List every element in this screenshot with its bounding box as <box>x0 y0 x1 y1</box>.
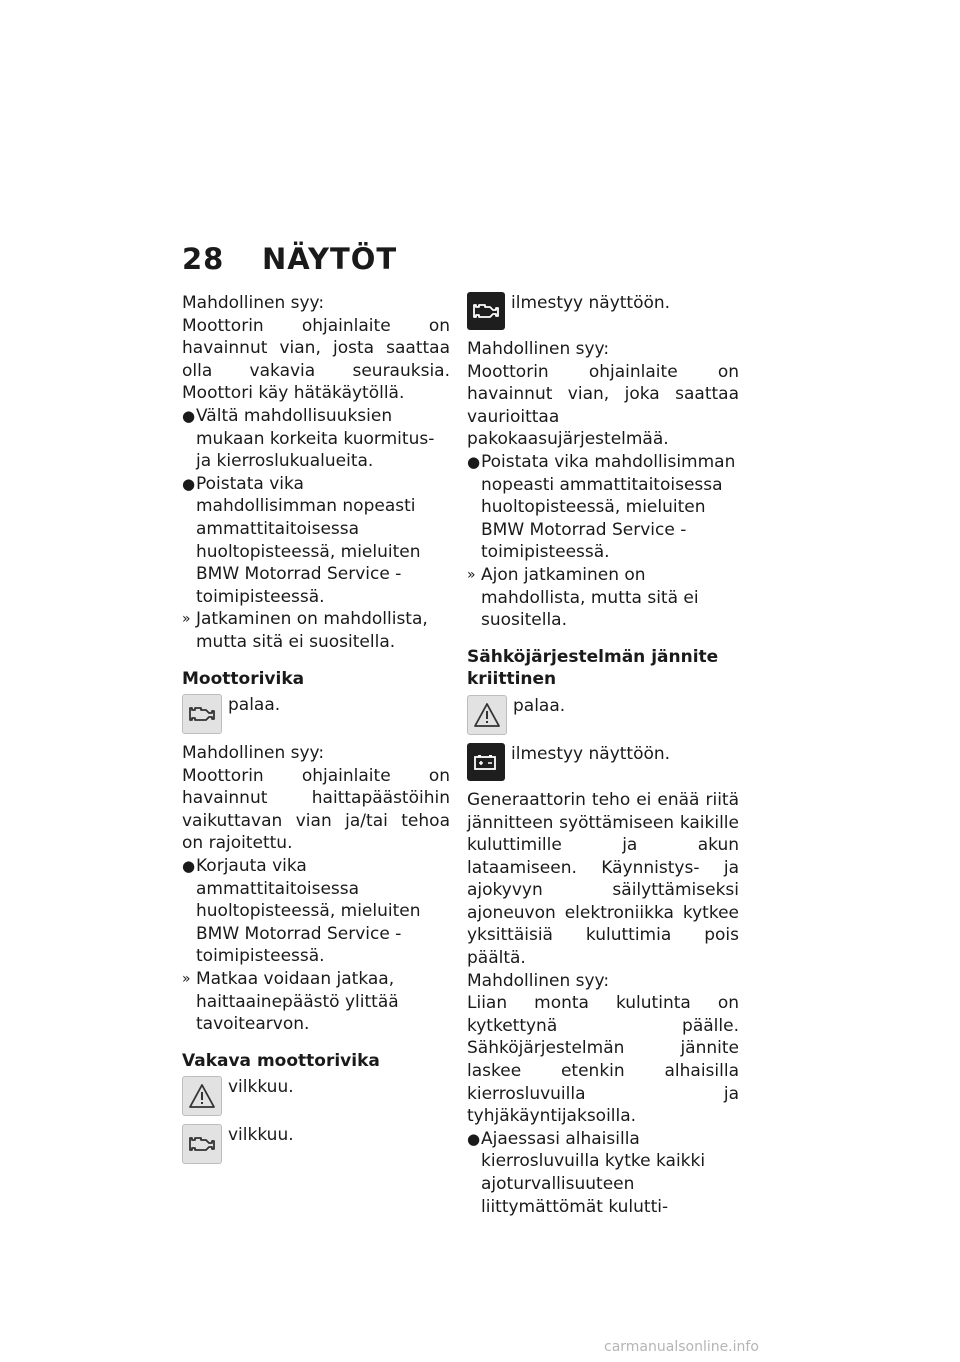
indicator-label: palaa. <box>228 695 281 716</box>
bullet-item <box>467 451 739 564</box>
section-heading-severe-engine-fault: Vakava moottorivika <box>182 1050 380 1071</box>
cause-label: Mahdollinen syy: <box>467 339 610 359</box>
cause-text: Moottorin ohjainlaite on havainnut vian, josta saattaa olla vakavia seurauksia. Moottori käy hätäkäytöllä. <box>182 315 450 404</box>
warning-indicator-row <box>182 1076 450 1116</box>
section-heading-voltage: Sähköjärjestelmän jännite kriittinen <box>467 646 719 690</box>
result-item <box>182 968 450 1036</box>
bullet-item <box>182 405 450 473</box>
bullet-text: Korjauta vika ammattitaitoisessa huoltopisteessä, mieluiten BMW Motorrad Service -toimipisteessä. <box>196 856 421 967</box>
bullet-item <box>182 855 450 968</box>
engine-indicator-row <box>182 694 450 734</box>
warning-triangle-icon <box>182 1076 222 1116</box>
cause-label: Mahdollinen syy: <box>467 970 610 991</box>
bullet-item <box>467 1128 739 1218</box>
engine-indicator-row <box>182 1124 450 1164</box>
cause-label: Mahdollinen syy: <box>182 743 325 764</box>
body-text: Generaattorin teho ei enää riitä jännitteen syöttämiseen kaikille kuluttimille ja akun lataamiseen. Käynnistys- ja ajokyvyn säilyttämiseksi ajoneuvon elektroniikka kytkee yksittäisiä kuluttimia pois päältä. <box>467 789 739 969</box>
bullet-text: Poistata vika mahdollisimman nopeasti ammattitaitoisessa huoltopisteessä, mieluiten BMW Motorrad Service -toimipisteessä. <box>196 473 421 607</box>
battery-icon <box>467 743 505 781</box>
indicator-label: ilmestyy näyttöön. <box>511 743 671 764</box>
bullet-item <box>182 473 450 609</box>
result-text: Matkaa voidaan jatkaa, haittaainepäästö ylittää tavoitearvon. <box>196 969 399 1035</box>
indicator-label: palaa. <box>513 695 566 716</box>
cause-text: Moottorin ohjainlaite on havainnut haittapäästöihin vaikuttavan vian ja/tai tehoa on rajoitettu. <box>182 765 450 854</box>
engine-indicator-row <box>467 292 739 330</box>
page-header <box>182 242 397 276</box>
bullet-text: Ajaessasi alhaisilla kierrosluvuilla kytke kaikki ajoturvallisuuteen liittymättömät kulutti- <box>481 1128 706 1217</box>
bullet-icon: ● <box>467 1129 481 1148</box>
indicator-label: vilkkuu. <box>228 1077 294 1098</box>
right-column <box>467 292 739 1218</box>
bullet-icon: ● <box>467 452 481 471</box>
cause-text: Moottorin ohjainlaite on havainnut vian, joka saattaa vaurioittaa pakokaasujärjestelmää. <box>467 361 739 450</box>
page-number: 28 <box>182 242 225 276</box>
warning-indicator-row <box>467 695 739 735</box>
result-text: Ajon jatkaminen on mahdollista, mutta sitä ei suositella. <box>481 564 699 631</box>
result-item <box>467 564 739 632</box>
watermark[interactable]: carmanualsonline.info <box>604 1339 759 1355</box>
engine-icon <box>182 694 222 734</box>
warning-triangle-icon <box>467 695 507 735</box>
result-text: Jatkaminen on mahdollista, mutta sitä ei suositella. <box>196 609 428 652</box>
bullet-text: Poistata vika mahdollisimman nopeasti ammattitaitoisessa huoltopisteessä, mieluiten BMW Motorrad Service -toimipisteessä. <box>481 451 736 563</box>
battery-indicator-row <box>467 743 739 781</box>
bullet-icon: ● <box>182 474 196 493</box>
double-chevron-icon: » <box>467 566 476 583</box>
indicator-label: vilkkuu. <box>228 1125 294 1146</box>
cause-label: Mahdollinen syy: <box>182 293 325 313</box>
engine-icon <box>182 1124 222 1164</box>
result-item <box>182 608 450 653</box>
left-column <box>182 292 450 1172</box>
page-title: NÄYTÖT <box>262 242 398 276</box>
indicator-label: ilmestyy näyttöön. <box>511 293 671 313</box>
bullet-icon: ● <box>182 406 196 425</box>
engine-icon <box>467 292 505 330</box>
section-heading-engine-fault: Moottorivika <box>182 668 305 689</box>
bullet-icon: ● <box>182 857 196 876</box>
bullet-text: Vältä mahdollisuuksien mukaan korkeita kuormitus- ja kierroslukualueita. <box>196 405 435 472</box>
cause-text: Liian monta kulutinta on kytkettynä päälle. Sähköjärjestelmän jännite laskee etenkin alhaisilla kierrosluvuilla ja tyhjäkäyntijaksoilla. <box>467 993 739 1127</box>
double-chevron-icon: » <box>182 971 191 988</box>
double-chevron-icon: » <box>182 611 191 628</box>
